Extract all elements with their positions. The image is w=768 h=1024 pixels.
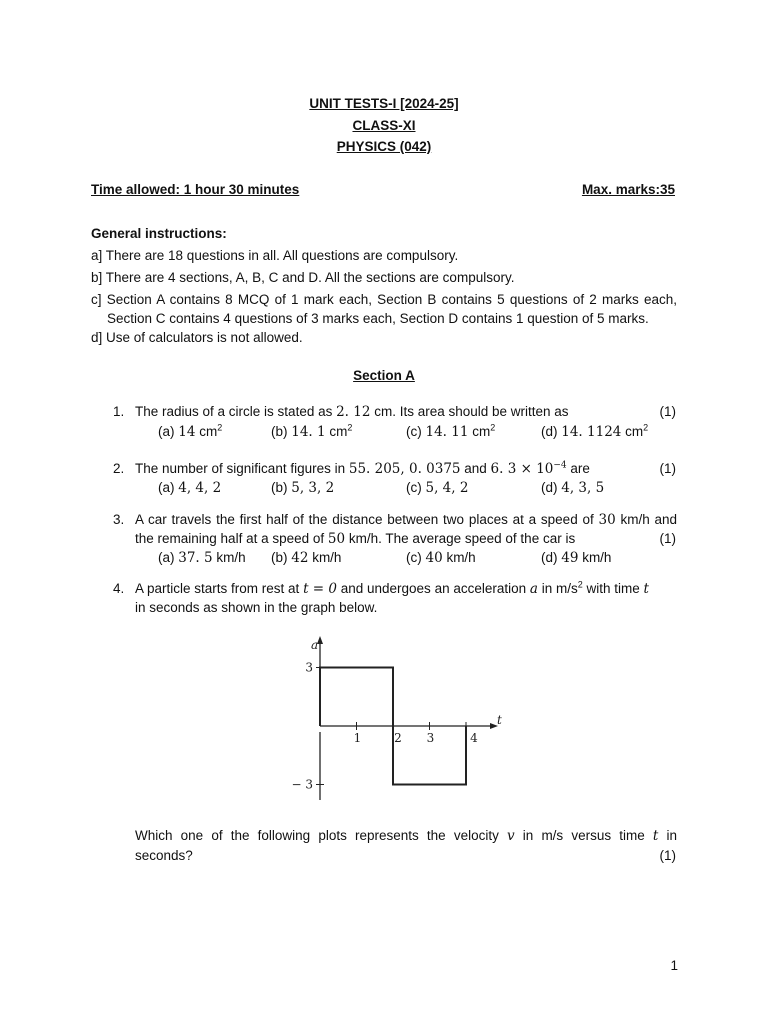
question-marks: (1) — [659, 404, 676, 419]
instruction-b: b] There are 4 sections, A, B, C and D. All the sections are compulsory. — [91, 270, 515, 285]
option-d: (d) 49 km/h — [541, 550, 612, 566]
question-marks: (1) — [659, 848, 676, 863]
instruction-a: a] There are 18 questions in all. All questions are compulsory. — [91, 248, 459, 263]
x-tick-label: 2 — [394, 731, 402, 745]
question-text-line1: A particle starts from rest at t = 0 and undergoes an acceleration a in $m/s^2$ with time t — [135, 579, 649, 597]
subject-title: PHYSICS (042) — [336, 139, 432, 154]
y-tick-label: 3 — [305, 660, 313, 675]
question-text-line1: A car travels the first half of the distance between two places at a speed of 30 km/h and — [135, 512, 677, 528]
question-number: 1. — [113, 404, 125, 419]
class-title: CLASS-XI — [352, 118, 416, 133]
x-tick-label: 1 — [353, 731, 362, 745]
time-allowed: Time allowed: 1 hour 30 minutes — [91, 182, 300, 197]
x-tick-label: 3 — [426, 731, 435, 745]
question-followup-line2: seconds? — [135, 848, 193, 863]
option-c: (c) 14. 11 $cm^2$ — [406, 422, 496, 440]
question-text: The radius of a circle is stated as 2. 12 cm. Its area should be written as — [135, 404, 569, 420]
page-number: 1 — [670, 958, 678, 973]
option-c: (c) 5, 4, 2 — [406, 480, 469, 496]
question-followup-line1: Which one of the following plots represents the velocity v in m/s versus time t in — [135, 828, 677, 844]
graph-axes — [316, 636, 498, 800]
question-text-line2: in seconds as shown in the graph below. — [135, 600, 378, 615]
max-marks: Max. marks:35 — [581, 182, 675, 197]
option-b: (b) 5, 3, 2 — [271, 480, 335, 496]
question-text: The number of significant figures in 55. 205, 0. 0375 and 6. $3 \times 10^{-4}$ are — [135, 460, 590, 477]
option-d: (d) 14. 1124 $cm^2$ — [541, 422, 649, 440]
option-a: (a) 14 $cm^2$ — [158, 422, 223, 440]
question-marks: (1) — [659, 461, 676, 476]
option-b: (b) 14. 1 $cm^2$ — [271, 422, 353, 440]
instruction-c-line2: Section C contains 4 questions of 3 marks each, Section D contains 1 question of 5 marks. — [107, 311, 649, 326]
graph-labels — [291, 638, 502, 792]
instruction-c-line1: c] Section A contains 8 MCQ of 1 mark each, Section B contains 5 questions of 2 marks each, — [91, 292, 677, 307]
question-number: 4. — [113, 581, 125, 596]
question-marks: (1) — [659, 531, 676, 546]
option-a: (a) 37. 5 km/h — [158, 550, 246, 566]
option-a: (a) 4, 4, 2 — [158, 480, 222, 496]
question-text-line2: the remaining half at a speed of 50 km/h. The average speed of the car is — [135, 531, 576, 547]
y-axis-label: a — [311, 638, 319, 652]
question-number: 3. — [113, 512, 125, 527]
option-b: (b) 42 km/h — [271, 550, 342, 566]
acceleration-time-graph — [290, 632, 510, 808]
option-d: (d) 4, 3, 5 — [541, 480, 605, 496]
question-number: 2. — [113, 461, 125, 476]
section-a-title: Section A — [353, 368, 415, 383]
x-tick-label: 4 — [470, 731, 478, 745]
paper-title: UNIT TESTS-I [2024-25] — [309, 96, 459, 111]
option-c: (c) 40 km/h — [406, 550, 476, 566]
y-tick-label: − 3 — [291, 777, 313, 792]
x-axis-label: t — [497, 713, 502, 727]
instruction-d: d] Use of calculators is not allowed. — [91, 330, 303, 345]
instructions-heading: General instructions: — [91, 226, 227, 241]
